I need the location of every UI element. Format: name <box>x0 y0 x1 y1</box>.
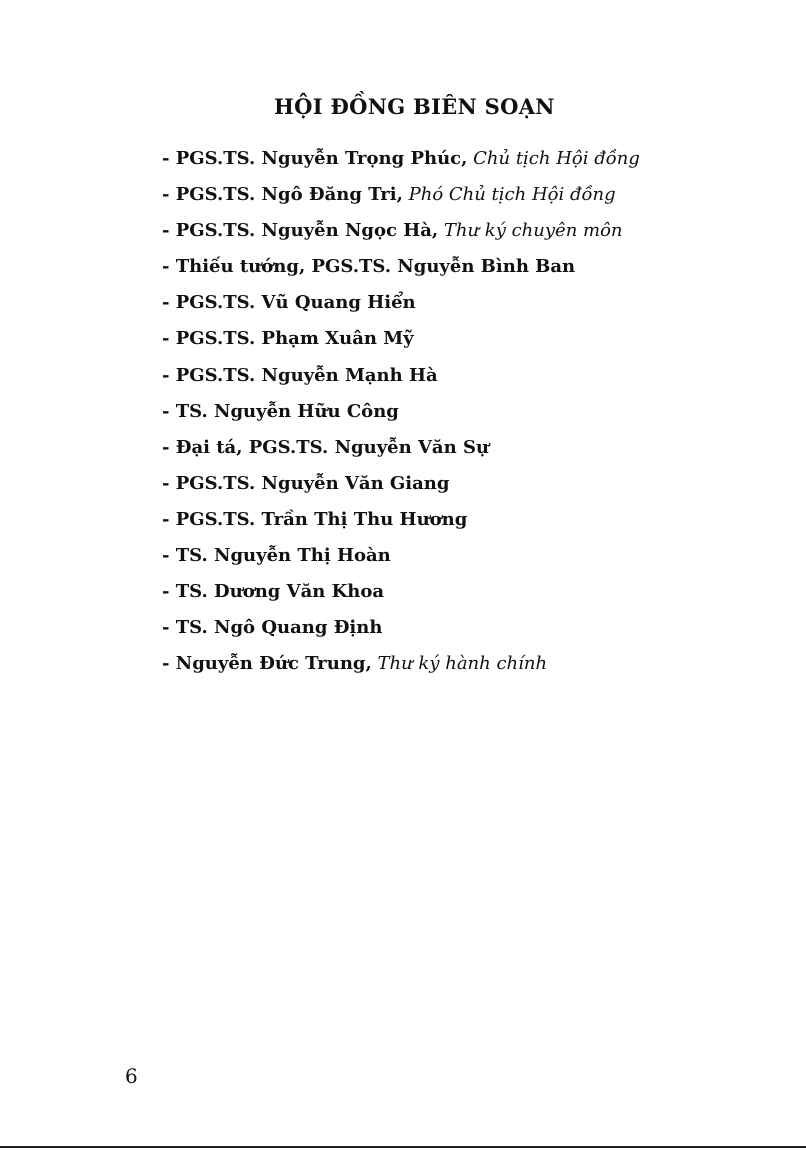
member-role: Chủ tịch Hội đồng <box>473 148 640 169</box>
page-number: 6 <box>125 1064 138 1088</box>
member-name: - PGS.TS. Trần Thị Thu Hương <box>162 508 468 530</box>
list-item <box>162 285 702 321</box>
member-name: - PGS.TS. Phạm Xuân Mỹ <box>162 328 414 350</box>
list-item <box>162 394 702 430</box>
member-name: - Thiếu tướng, PGS.TS. Nguyễn Bình Ban <box>162 256 576 278</box>
list-item <box>162 646 702 682</box>
member-name: - TS. Nguyễn Hữu Công <box>162 400 399 422</box>
member-role: Thư ký chuyên môn <box>443 220 623 242</box>
list-item <box>162 213 702 249</box>
member-name: - PGS.TS. Vũ Quang Hiển <box>162 292 416 314</box>
member-name: - Nguyễn Đức Trung, <box>162 653 372 675</box>
list-item <box>162 466 702 502</box>
list-item <box>162 358 702 394</box>
bottom-divider <box>0 1146 806 1148</box>
list-item <box>162 141 702 177</box>
member-name: - Đại tá, PGS.TS. Nguyễn Văn Sự <box>162 436 490 458</box>
member-name: - PGS.TS. Nguyễn Ngọc Hà, <box>162 220 439 242</box>
member-list <box>162 141 702 682</box>
member-name: - PGS.TS. Ngô Đăng Tri, <box>162 184 403 206</box>
list-item <box>162 574 702 610</box>
page-title: HỘI ĐỒNG BIÊN SOẠN <box>274 94 555 119</box>
member-name: - TS. Dương Văn Khoa <box>162 581 385 603</box>
list-item <box>162 249 702 285</box>
list-item <box>162 430 702 466</box>
member-name: - PGS.TS. Nguyễn Mạnh Hà <box>162 364 438 386</box>
list-item <box>162 538 702 574</box>
member-name: - TS. Ngô Quang Định <box>162 617 383 639</box>
member-name: - PGS.TS. Nguyễn Trọng Phúc, <box>162 148 468 169</box>
member-name: - TS. Nguyễn Thị Hoàn <box>162 545 391 567</box>
list-item <box>162 502 702 538</box>
list-item <box>162 177 702 213</box>
member-name: - PGS.TS. Nguyễn Văn Giang <box>162 472 450 494</box>
list-item <box>162 321 702 357</box>
list-item <box>162 610 702 646</box>
member-role: Thư ký hành chính <box>377 653 548 675</box>
member-role: Phó Chủ tịch Hội đồng <box>408 184 616 206</box>
